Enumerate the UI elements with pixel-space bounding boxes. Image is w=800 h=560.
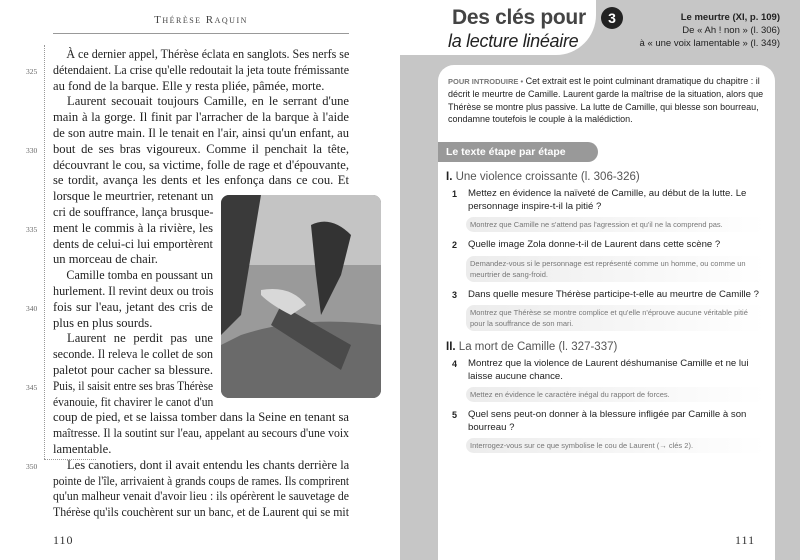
text-line: Les canotiers, dont il avait entendu les chants derrière la: [66, 457, 350, 472]
right-page: [400, 0, 800, 560]
part-heading-1: [446, 171, 768, 183]
text-line: pointe de l'île, arrivaient à grands coups de rames. Ils comprirent: [53, 473, 350, 488]
ref-to: à « une voix lamentable » (l. 349): [639, 38, 780, 49]
text-line: À ce dernier appel, Thérèse éclata en sanglots. Ses nerfs se: [66, 47, 350, 61]
question-item: [452, 188, 766, 232]
title-tab: [400, 0, 596, 55]
question-number: 1: [452, 189, 458, 199]
question-hint: Mettez en évidence le caractère inégal du rapport de forces.: [466, 387, 766, 402]
running-head: Thérèse Raquin: [154, 14, 248, 26]
text-line: au fond de la barque. Elle y resta pliée, pâmée, morte.: [53, 78, 325, 93]
text-line: découvrant le cou, sa victime, folle de rage et d'épouvante,: [53, 157, 349, 172]
question-number: 2: [452, 240, 458, 250]
question-hint: Interrogez-vous sur ce que symbolise le cou de Laurent (→ clés 2).: [466, 438, 766, 453]
text-line: Puis, il saisit entre ses bras Thérèse: [53, 378, 213, 393]
text-line: maîtresse. Il la soutint sur l'eau, appelant au secours d'une voix: [53, 426, 349, 441]
part-heading-2: [446, 341, 768, 353]
text-line: dents de celui-ci lui emportèrent: [53, 236, 213, 251]
question-number: 5: [452, 410, 458, 420]
ref-from: De « Ah ! non » (l. 306): [682, 25, 780, 36]
question-text: Mettez en évidence la naïveté de Camille, au début de la lutte. Le personnage inspire-t-il la pitié ?: [468, 188, 747, 212]
text-line: paletot pour cacher sa blessure.: [53, 363, 213, 377]
line-number: 340: [26, 303, 38, 313]
section-pill: Le texte étape par étape: [438, 142, 598, 162]
question-text: Dans quelle mesure Thérèse participe-t-elle au meurtre de Camille ?: [468, 288, 759, 300]
text-line: lorsque le meurtrier, retenant un: [53, 189, 214, 204]
engraving-illustration: [221, 195, 381, 398]
ref-title: Le meurtre (XI, p. 109): [680, 12, 780, 23]
text-line: seconde. Il releva le collet de son: [53, 347, 213, 362]
question-item: [452, 288, 766, 332]
text-line: un morceau de chair.: [53, 252, 158, 267]
text-line: Camille tomba en poussant un: [66, 268, 213, 283]
text-line: lamentable.: [53, 442, 112, 456]
text-line: bout de ses bras vigoureux. Comme il penchait la tête,: [53, 141, 349, 156]
line-number: 335: [26, 224, 38, 234]
text-line: évanouie, fit chavirer le canot d'un: [53, 394, 214, 409]
header-rule: [53, 33, 349, 34]
part-title: Une violence croissante (l. 306-326): [455, 171, 640, 183]
text-line: hurlement. Il revint deux ou trois: [53, 284, 214, 298]
line-number: 345: [26, 382, 38, 392]
text-line: plus en plus sourds.: [53, 315, 153, 330]
question-text: Quel sens peut-on donner à la blessure infligée par Camille à son bourreau ?: [468, 409, 747, 433]
text-line: Laurent secouait toujours Camille, en le serrant d'une: [67, 94, 349, 109]
question-text: Quelle image Zola donne-t-il de Laurent dans cette scène ?: [468, 239, 721, 250]
number-badge: 3: [601, 7, 623, 29]
question-hint: Demandez-vous si le personnage est représenté comme un homme, ou comme un meurtrier de sang-froid.: [466, 256, 766, 282]
text-line: Laurent ne perdit pas une: [67, 331, 213, 346]
text-line: se tordit, avança les dents et les enfonça dans ce cou. Et: [53, 173, 349, 188]
text-line: qu'un malheur venait d'avoir lieu : ils opérèrent le sauvetage de: [53, 489, 349, 504]
line-number: 350: [26, 461, 38, 471]
question-hint: Montrez que Camille ne s'attend pas l'agression et qu'il ne la comprend pas.: [466, 217, 766, 232]
question-item: [452, 358, 766, 402]
excerpt-marker: [44, 45, 45, 459]
questions-list: [446, 171, 768, 460]
text-line: Thérèse qu'ils couchèrent sur un banc, et de Laurent qui se mit: [53, 505, 349, 520]
part-number: I.: [446, 171, 453, 183]
line-number: 330: [26, 145, 38, 155]
line-number: 325: [26, 66, 38, 76]
title-line-2: la lecture linéaire: [448, 31, 579, 51]
title-line-1: Des clés pour: [452, 6, 586, 29]
question-number: 4: [452, 359, 458, 369]
question-item: [452, 239, 766, 282]
part-title: La mort de Camille (l. 327-337): [458, 341, 618, 353]
question-number: 3: [452, 289, 458, 300]
passage-reference: [640, 11, 780, 50]
question-hint: Montrez que Thérèse se montre complice et qu'elle n'éprouve aucune véritable pitié pour la souffrance de son mari.: [466, 305, 766, 331]
page-number-right: 111: [735, 533, 756, 547]
text-line: cri de souffrance, lança brusque-: [53, 205, 214, 219]
text-line: ment le commis à la rivière, les: [53, 220, 213, 235]
question-text: Montrez que la violence de Laurent déshumanise Camille et ne lui laisse aucune chance.: [468, 358, 749, 382]
intro-paragraph: [448, 75, 768, 125]
intro-label: POUR INTRODUIRE •: [448, 77, 524, 86]
part-number: II.: [446, 341, 456, 353]
text-line: détendaient. La crise qu'elle redoutait la jeta toute frémissante: [53, 62, 349, 77]
text-line: coup de pied, et se laissa tomber dans la Seine en tenant sa: [53, 410, 349, 425]
page-number-left: 110: [53, 533, 74, 547]
content-panel: [438, 65, 775, 560]
text-line: main à la gorge. Il finit par l'arracher de la barque à l'aide: [53, 110, 349, 125]
question-item: [452, 409, 766, 453]
text-line: fois sur l'eau, jetant des cris de: [53, 299, 213, 314]
text-line: de son autre main. Il le tenait en l'air, ainsi qu'un enfant, au: [53, 126, 349, 140]
intro-text: Cet extrait est le point culminant dramatique du chapitre : il décrit le meurtre de Camille. Laurent garde la maîtrise de la situation, alors que Thérèse se montre plus passive. La lutte de Camille, qui blesse son bourreau, condamne toutefois le couple à la malédiction.: [448, 76, 764, 124]
